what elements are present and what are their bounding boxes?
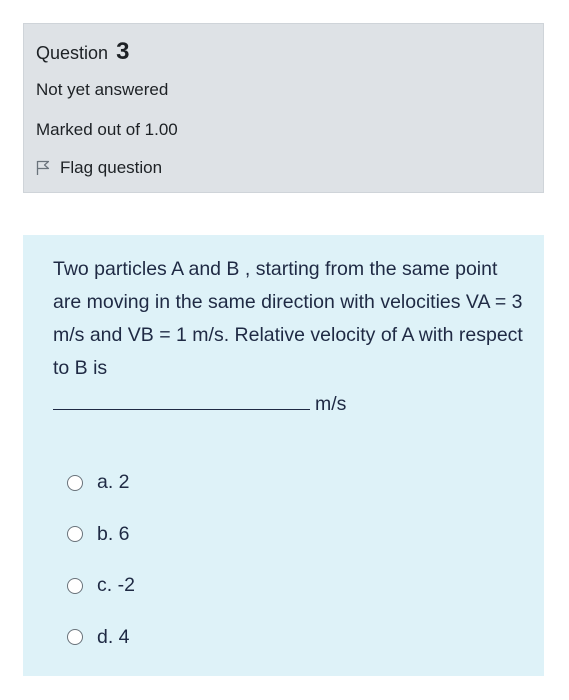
answer-option-d[interactable] xyxy=(67,612,135,664)
question-info-panel xyxy=(23,23,544,193)
flag-question-label: Flag question xyxy=(60,158,163,177)
answer-option-b[interactable] xyxy=(67,509,135,561)
question-title xyxy=(36,38,129,66)
answer-option-label: c. -2 xyxy=(97,574,135,597)
question-grade: Marked out of 1.00 xyxy=(36,120,178,139)
question-text: Two particles A and B , starting from the same point are moving in the same direction with velocities VA = 3 m/s and VB = 1 m/s. Relative velocity of A with respect to B is xyxy=(53,258,523,379)
answer-option-c[interactable] xyxy=(67,560,135,612)
radio-button-d[interactable] xyxy=(67,629,83,645)
radio-button-b[interactable] xyxy=(67,526,83,542)
answer-option-label: a. 2 xyxy=(97,471,130,494)
answer-blank xyxy=(53,389,310,410)
answer-option-a[interactable] xyxy=(67,457,135,509)
radio-button-a[interactable] xyxy=(67,475,83,491)
answer-option-label: b. 6 xyxy=(97,522,130,545)
flag-icon xyxy=(36,160,50,176)
answer-option-label: d. 4 xyxy=(97,625,130,648)
flag-question-link[interactable] xyxy=(36,158,162,178)
answer-unit: m/s xyxy=(315,393,347,415)
question-label: Question xyxy=(36,43,109,63)
question-state: Not yet answered xyxy=(36,80,169,99)
radio-button-c[interactable] xyxy=(67,578,83,594)
question-content xyxy=(23,235,544,676)
answer-options xyxy=(67,457,135,663)
question-number: 3 xyxy=(116,38,130,65)
answer-blank-line xyxy=(53,389,346,416)
